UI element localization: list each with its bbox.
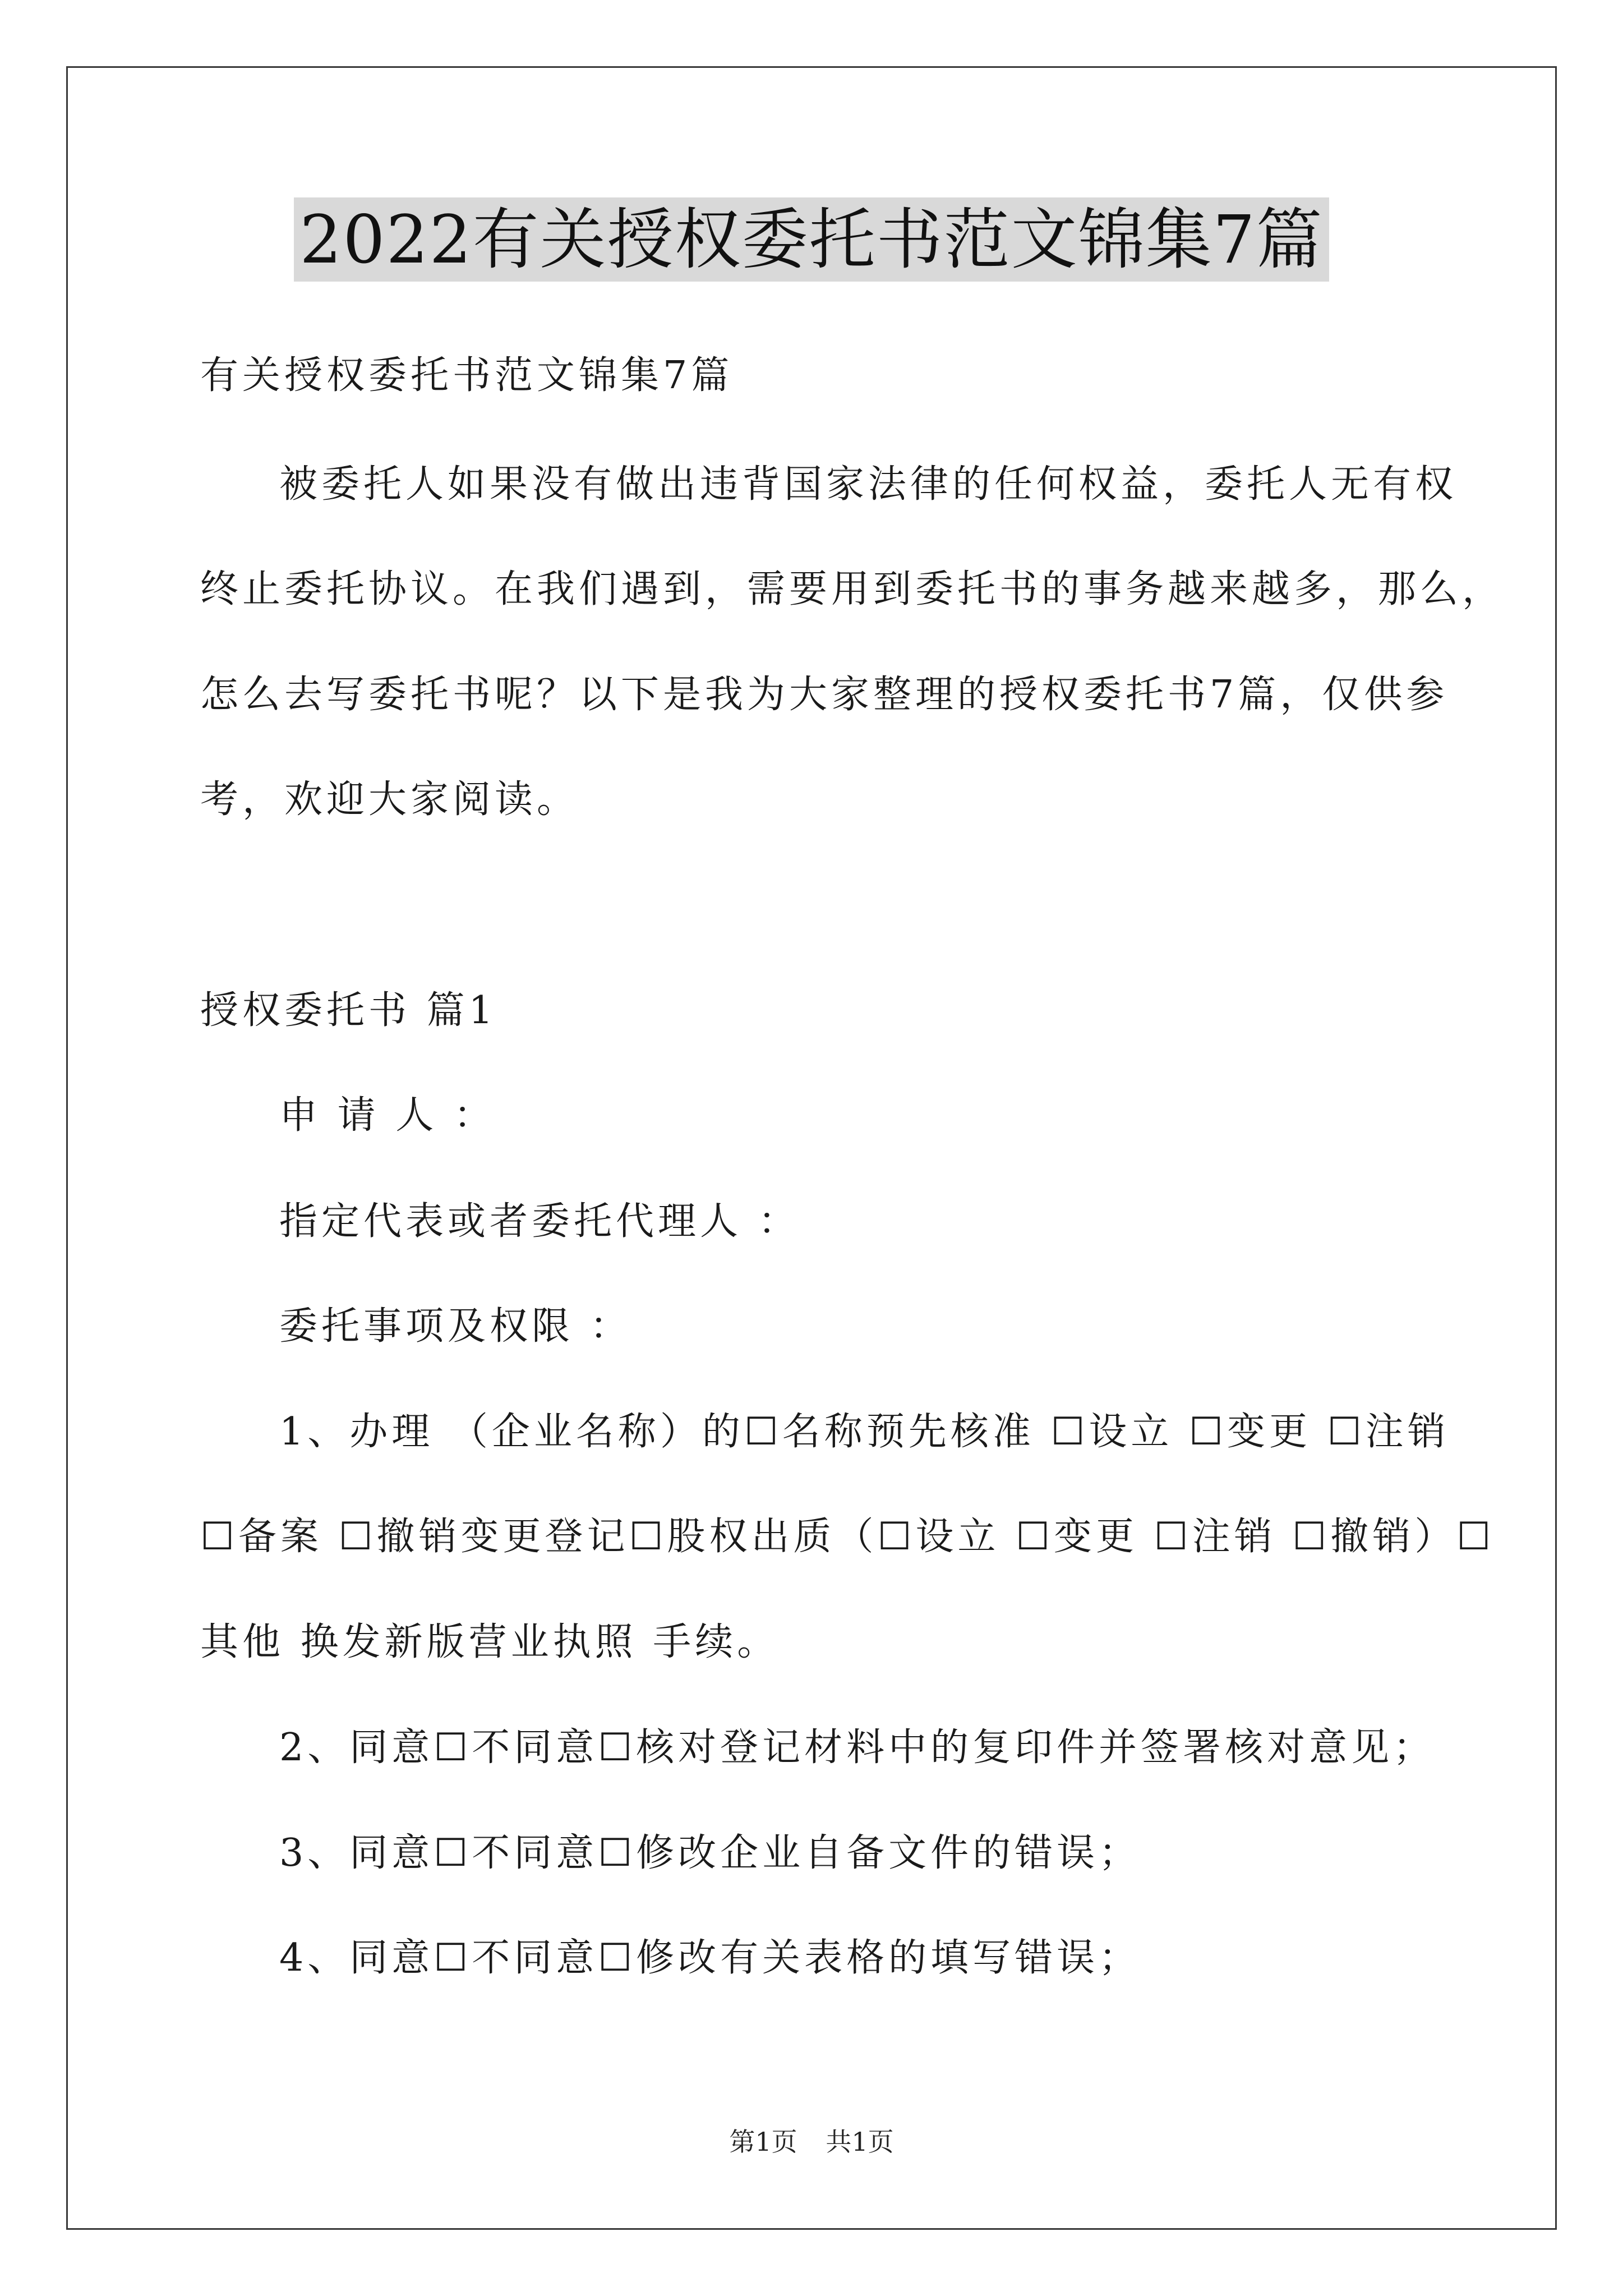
title-container — [0, 197, 1623, 282]
item1-line-2: ☐备案 ☐撤销变更登记☐股权出质（☐设立 ☐变更 ☐注销 ☐撤销）☐ — [200, 1515, 1495, 1559]
document-title: 2022有关授权委托书范文锦集7篇 — [294, 197, 1329, 282]
page-number: 第1页 — [729, 2127, 797, 2157]
item2-line: 2、同意☐不同意☐核对登记材料中的复印件并签署核对意见； — [279, 1726, 1436, 1770]
item1-line-3: 其他 换发新版营业执照 手续。 — [200, 1620, 780, 1664]
item4-line: 4、同意☐不同意☐修改有关表格的填写错误； — [279, 1936, 1141, 1980]
section-heading: 授权委托书 篇1 — [200, 988, 497, 1033]
item1-line-1: 1、办理 （企业名称）的☐名称预先核准 ☐设立 ☐变更 ☐注销 — [279, 1410, 1450, 1454]
item3-line: 3、同意☐不同意☐修改企业自备文件的错误； — [279, 1831, 1141, 1875]
applicant-field: 申 请 人 ： — [279, 1093, 496, 1138]
document-subtitle: 有关授权委托书范文锦集7篇 — [200, 353, 734, 398]
intro-line-2: 终止委托协议。在我们遇到，需要用到委托书的事务越来越多，那么， — [200, 567, 1505, 611]
intro-line-4: 考，欢迎大家阅读。 — [200, 777, 579, 822]
page-footer — [0, 2125, 1623, 2159]
matters-field: 委托事项及权限 ： — [279, 1304, 632, 1349]
intro-line-1: 被委托人如果没有做出违背国家法律的任何权益，委托人无有权 — [279, 462, 1458, 507]
intro-line-3: 怎么去写委托书呢？以下是我为大家整理的授权委托书7篇，仅供参 — [200, 673, 1449, 717]
agent-field: 指定代表或者委托代理人 ： — [279, 1199, 800, 1244]
page-total: 共1页 — [826, 2127, 894, 2157]
